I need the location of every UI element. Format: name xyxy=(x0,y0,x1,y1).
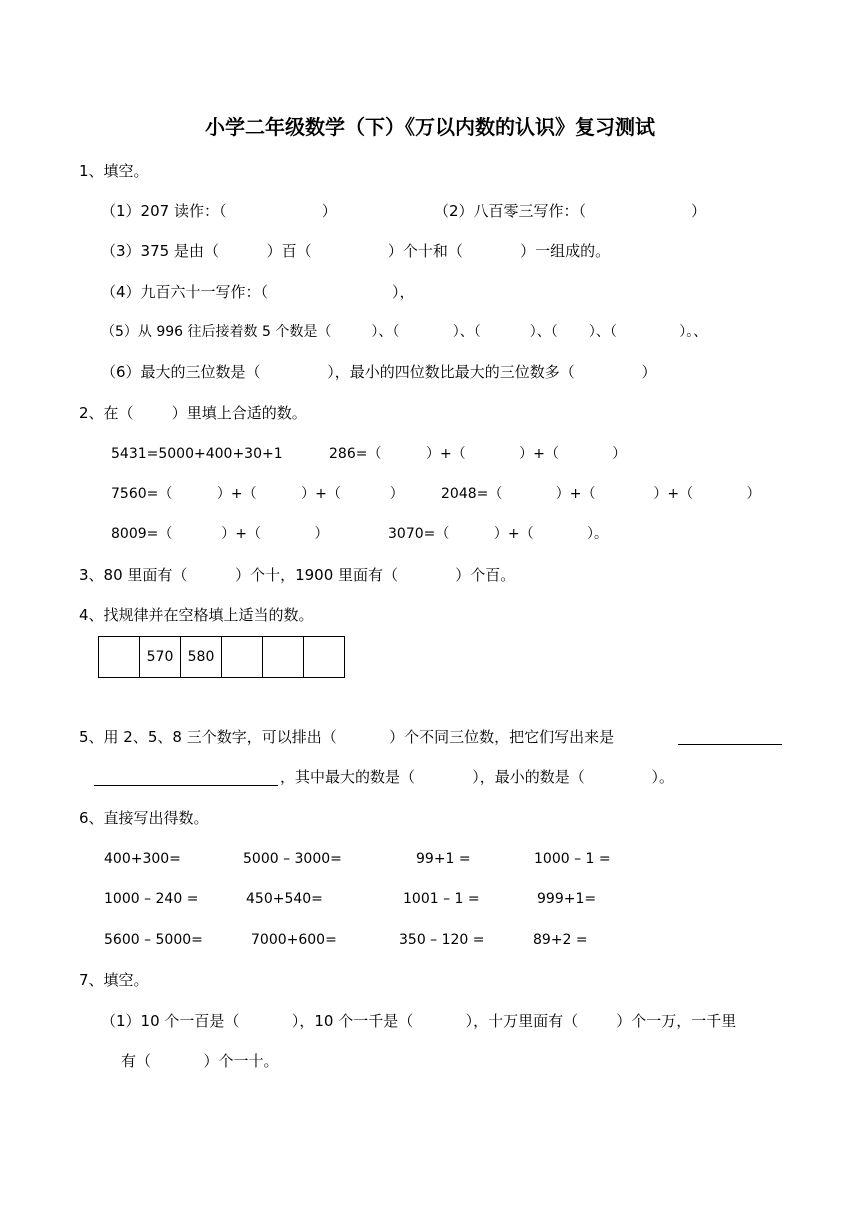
calc-item: 450+540= xyxy=(246,891,323,907)
q1-line-2: （3）375 是由（ ）百（ ）个十和（ ）一组成的。 xyxy=(101,242,611,260)
pattern-cell[interactable] xyxy=(304,637,345,678)
calc-item: 400+300= xyxy=(104,851,181,867)
q7-heading: 7、填空。 xyxy=(79,971,149,989)
q2-row1-left: 5431=5000+400+30+1 xyxy=(111,446,283,462)
q2-row3-right: 3070=（ ）+（ ）。 xyxy=(388,526,608,542)
pattern-table xyxy=(98,636,345,678)
calc-item: 1001 – 1 = xyxy=(403,891,480,907)
q3-text: 3、80 里面有（ ）个十，1900 里面有（ ）个百。 xyxy=(79,566,516,584)
q1-line-5: （6）最大的三位数是（ ），最小的四位数比最大的三位数多（ ） xyxy=(101,363,657,381)
q2-row2-left: 7560=（ ）+（ ）+（ ） xyxy=(111,486,404,502)
q1-line-3: （4）九百六十一写作：（ ）， xyxy=(101,283,415,301)
calc-item: 5600 – 5000= xyxy=(104,932,203,948)
pattern-cell[interactable] xyxy=(222,637,263,678)
calc-item: 99+1 = xyxy=(416,851,471,867)
q5-answer-line-2[interactable] xyxy=(94,785,278,786)
q1-line-4: （5）从 996 往后接着数 5 个数是（ ）、（ ）、（ ）、（ ）、（ ）。、 xyxy=(101,324,708,340)
q2-row2-right: 2048=（ ）+（ ）+（ ） xyxy=(441,486,761,502)
pattern-cell[interactable] xyxy=(263,637,304,678)
q7-line-1: （1）10 个一百是（ ），10 个一千是（ ），十万里面有（ ）个一万，一千里 xyxy=(101,1012,737,1030)
q5-answer-line-1[interactable] xyxy=(678,744,782,745)
q5-line-2: ，其中最大的数是（ ），最小的数是（ ）。 xyxy=(280,768,674,786)
calc-item: 999+1= xyxy=(537,891,597,907)
calc-item: 5000 – 3000= xyxy=(243,851,342,867)
q2-heading: 2、在（ ）里填上合适的数。 xyxy=(79,404,307,422)
calc-item: 7000+600= xyxy=(251,932,337,948)
q6-heading: 6、直接写出得数。 xyxy=(79,809,209,827)
q2-row3-left: 8009=（ ）+（ ） xyxy=(111,526,329,542)
pattern-cell[interactable] xyxy=(99,637,140,678)
q2-row1-right: 286=（ ）+（ ）+（ ） xyxy=(329,446,627,462)
page-title: 小学二年级数学（下）《万以内数的认识》复习测试 xyxy=(205,115,655,139)
calc-item: 89+2 = xyxy=(533,932,588,948)
calc-item: 1000 – 240 = xyxy=(104,891,199,907)
q7-line-2: 有（ ）个一十。 xyxy=(121,1052,279,1070)
q5-line-1: 5、用 2、5、8 三个数字，可以排出（ ）个不同三位数，把它们写出来是 xyxy=(79,728,615,746)
calc-item: 350 – 120 = xyxy=(399,932,485,948)
q1-line-1b: （2）八百零三写作：（ ） xyxy=(434,202,706,220)
q1-line-1a: （1）207 读作：（ ） xyxy=(101,202,337,220)
pattern-cell: 570 xyxy=(140,637,181,678)
q4-heading: 4、找规律并在空格填上适当的数。 xyxy=(79,606,314,624)
q1-heading: 1、填空。 xyxy=(79,162,149,180)
calc-item: 1000 – 1 = xyxy=(534,851,611,867)
pattern-cell: 580 xyxy=(181,637,222,678)
